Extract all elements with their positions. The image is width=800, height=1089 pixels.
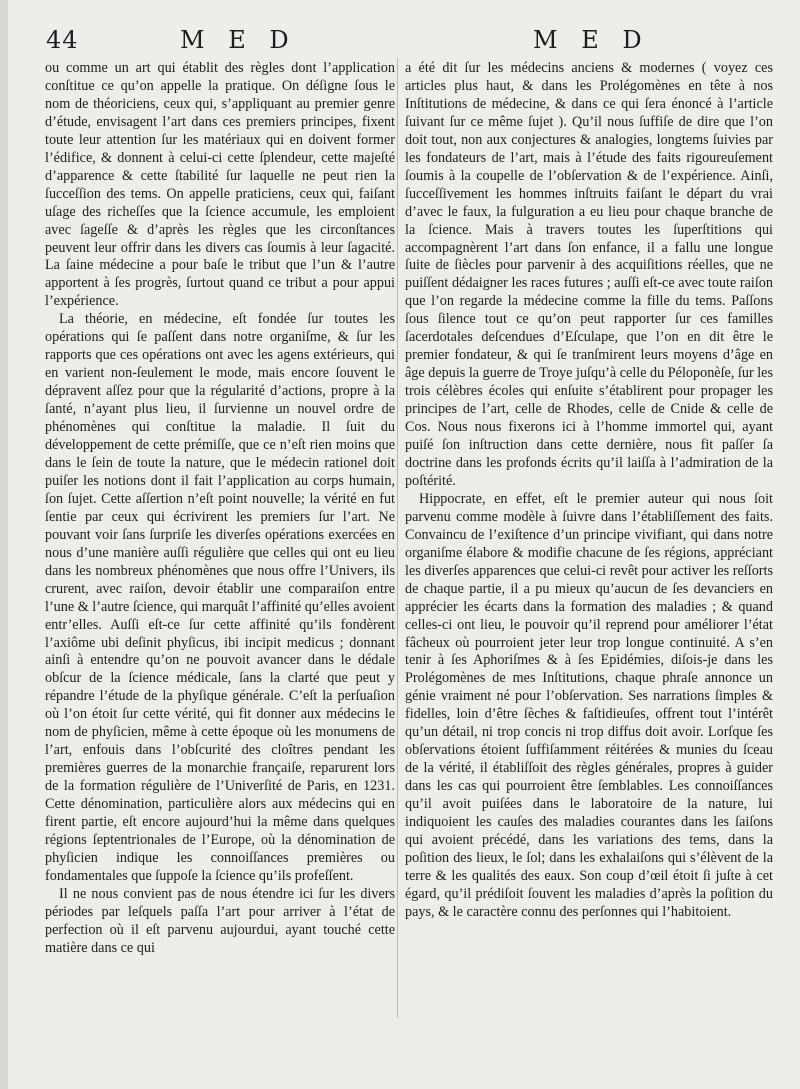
paragraph: a été dit ſur les médecins anciens & modernes ( voyez ces articles plus haut, & dans les Prolégomènes en tête à nos Inſtitutions de médecine, & dans ce qui ſera énoncé à l’article ſuivant ſur ce même ſujet ). Qu’il nous ſuffiſe de dire que l’on doit tout, non aux conjectures & analogies, longtems ſuivies par les fondateurs de l’art, mais à l’étude des faits rigoureuſement ſoumis à la coupelle de l’obſervation & de l’expérience. Ainſi, ſucceſſivement les hommes inſtruits faiſant le départ du vrai d’avec le faux, la fulguration a eu lieu pour chaque branche de la ſcience. Mais à travers toutes les ſuperſtitions qui accompagnèrent l’art dans ſon enfance, il a fallu une longue ſuite de ſiècles pour parvenir à des acquiſitions réelles, que ne puiſſent dédaigner les races futures ; auſſi eſt-ce avec toute raiſon que l’on regarde la médecine comme la fille du tems. Paſſons ſous ſilence tout ce qu’on peut rapporter ſur ces familles ſacerdotales deſcendues d’Eſculape, que l’on en dit être le premier fondateur, & qui ſe tranſmirent leurs moyens d’âge en âge depuis la guerre de Troye juſqu’à celle du Péloponèſe, ſur les trois célèbres écoles qui enſuite s’établirent pour propager les principes de l’art, celle de Rhodes, celle de Cnide & celle de Cos. Nous nous fixerons ici à l’homme immortel qui, ayant puiſé ſon inſtruction dans cette dernière, nous fit paſſer ſa doctrine dans les profonds écrits qu’il laiſſa à l’admiration de la poſtérité. [405,60,773,489]
running-head-left: M E D [180,26,297,54]
left-column [45,60,395,958]
right-column [405,60,773,922]
running-head-right: M E D [533,26,650,54]
paragraph: Il ne nous convient pas de nous étendre ici ſur les divers périodes par leſquels paſſa l’art pour arriver à l’état de perfection où il eſt parvenu aujourdui, ayant touché cette matière dans ce qui [45,885,395,956]
page-edge-shadow [0,0,8,1089]
column-divider [397,58,398,1018]
paragraph: La théorie, en médecine, eſt fondée ſur toutes les opérations qui ſe paſſent dans notre organiſme, & ſur les rapports que ces opérations ont avec les agens extérieurs, qui en varient non-ſeulement le mode, mais encore ſouvent le dépravent aſſez pour que la régularité d’actions, propre à la ſanté, n’ayant plus lieu, il ſurvienne un nouvel ordre de phénomènes qui conſtitue la maladie. Il ſuit du développement de cette prémiſſe, que ce n’eſt rien moins que dans le ſein de toute la nature, que le médecin rationel doit puiſer les notions dont il fait l’application au corps humain, ſon ſujet. Cette aſſertion n’eſt point nouvelle; la vérité en fut ſentie par ceux qui écrivirent les premiers ſur l’art. Ne pouvant voir ſans ſurpriſe les diverſes opérations exercées en nous d’une manière auſſi régulière que celles qui ont eu lieu dans les nombreux phénomènes que nous offre l’Univers, ils crurent, avec raiſon, devoir établir une comparaiſon entre l’une & l’autre ſcience, qui marquât l’affinité qu’elles avoient entr’elles. Auſſi eſt-ce ſur cette affinité qu’ils fondèrent l’axiôme ubi deſinit phyſicus, ibi incipit medicus ; donnant ainſi à entendre qu’on ne pouvoit avancer dans le dédale obſcur de la ſcience médicale, ſans la clarté que peut y répandre l’étude de la phyſique générale. C’eſt la perſuaſion où l’on étoit ſur cette vérité, qui fit donner aux médecins le nom de phyſicien, même à cette époque où les monumens de l’art, enfouis dans l’obſcurité des cloîtres pendant les premières guerres de la monarchie françaiſe, reparurent lors de la formation régulière de l’Univerſité de Paris, en 1231. Cette dénomination, particulière alors aux médecins qui en firent partie, eſt encore aujourd’hui la même dans quelques régions ſeptentrionales de l’Europe, où la dénomination de phyſicien indique les connoiſſances premières ou fondamentales que ſuppoſe la ſcience qu’ils profeſſent. [45,311,395,884]
paragraph: ou comme un art qui établit des règles dont l’application conſtitue ce qu’on appelle la pratique. On déſigne ſous le nom de théoriciens, ceux qui, s’appliquant au premier genre d’étude, envisagent l’art dans ces premiers principes, fixent toute leur attention ſur les matériaux qui en doivent former l’édifice, & donnent à celui-ci cette ſplendeur, cette majeſté d’apparence & cette ſtabilité ſur laquelle ne peut rien la ſucceſſion des tems. On appelle praticiens, ceux qui, faiſant uſage des richeſſes que la ſcience accumule, les emploient avec ſageſſe & d’après les règles que les circonſtances peuvent leur offrir dans les divers cas ſoumis à leur ſagacité. La ſaine médecine a pour baſe le tribut que l’un & l’autre apportent à ſes progrès, ſurtout quand ce tribut a pour appui l’expérience. [45,60,395,310]
paragraph: Hippocrate, en effet, eſt le premier auteur qui nous ſoit parvenu comme modèle à ſuivre dans l’établiſſement des faits. Convaincu de l’exiſtence d’un principe vivifiant, qui dans notre organiſme élabore & modifie chacune de ſes régions, appréciant les diverſes apparences que celui-ci revêt pour activer les reſſorts de chaque partie, il a pu mieux qu’aucun de ſes devanciers en apprécier les écarts dans la formation des maladies ; & quand celles-ci ont lieu, le pouvoir qu’il reprend pour améliorer l’état fâcheux où pourroient jeter leur trop longue continuité. A s’en tenir à ſes Aphoriſmes & à ſes Epidémies, diſois-je dans les Prolégomènes de mes Inſtitutions, chaque phraſe annonce un génie vraiment né pour l’obſervation. Ses narrations ſimples & fidelles, loin d’être ſèches & faſtidieuſes, offrent tout l’intérêt qu’un détail, ni trop concis ni trop diffus doit avoir. Lorſque ſes obſervations étoient ſuffiſamment réitérées & munies du ſceau de la vérité, il établiſſoit des règles générales, propres à guider dans les cas qui pourroient être ſemblables. Les connoiſſances qu’il avoit puiſées dans le laboratoire de la nature, lui indiquoient les cauſes des maladies courantes dans les ſaiſons qui avoient précédé, dans les variations des tems, dans la poſition des lieux, le ſol; dans les exhalaiſons qui s’élèvent de la terre & les qualités des eaux. Son coup d’œil étoit ſi juſte à cet égard, qu’il prédiſoit ſouvent les maladies d’après la poſition du pays, & le caractère connu des perſonnes qui l’habitoient. [405,490,773,920]
page-number: 44 [46,26,79,54]
